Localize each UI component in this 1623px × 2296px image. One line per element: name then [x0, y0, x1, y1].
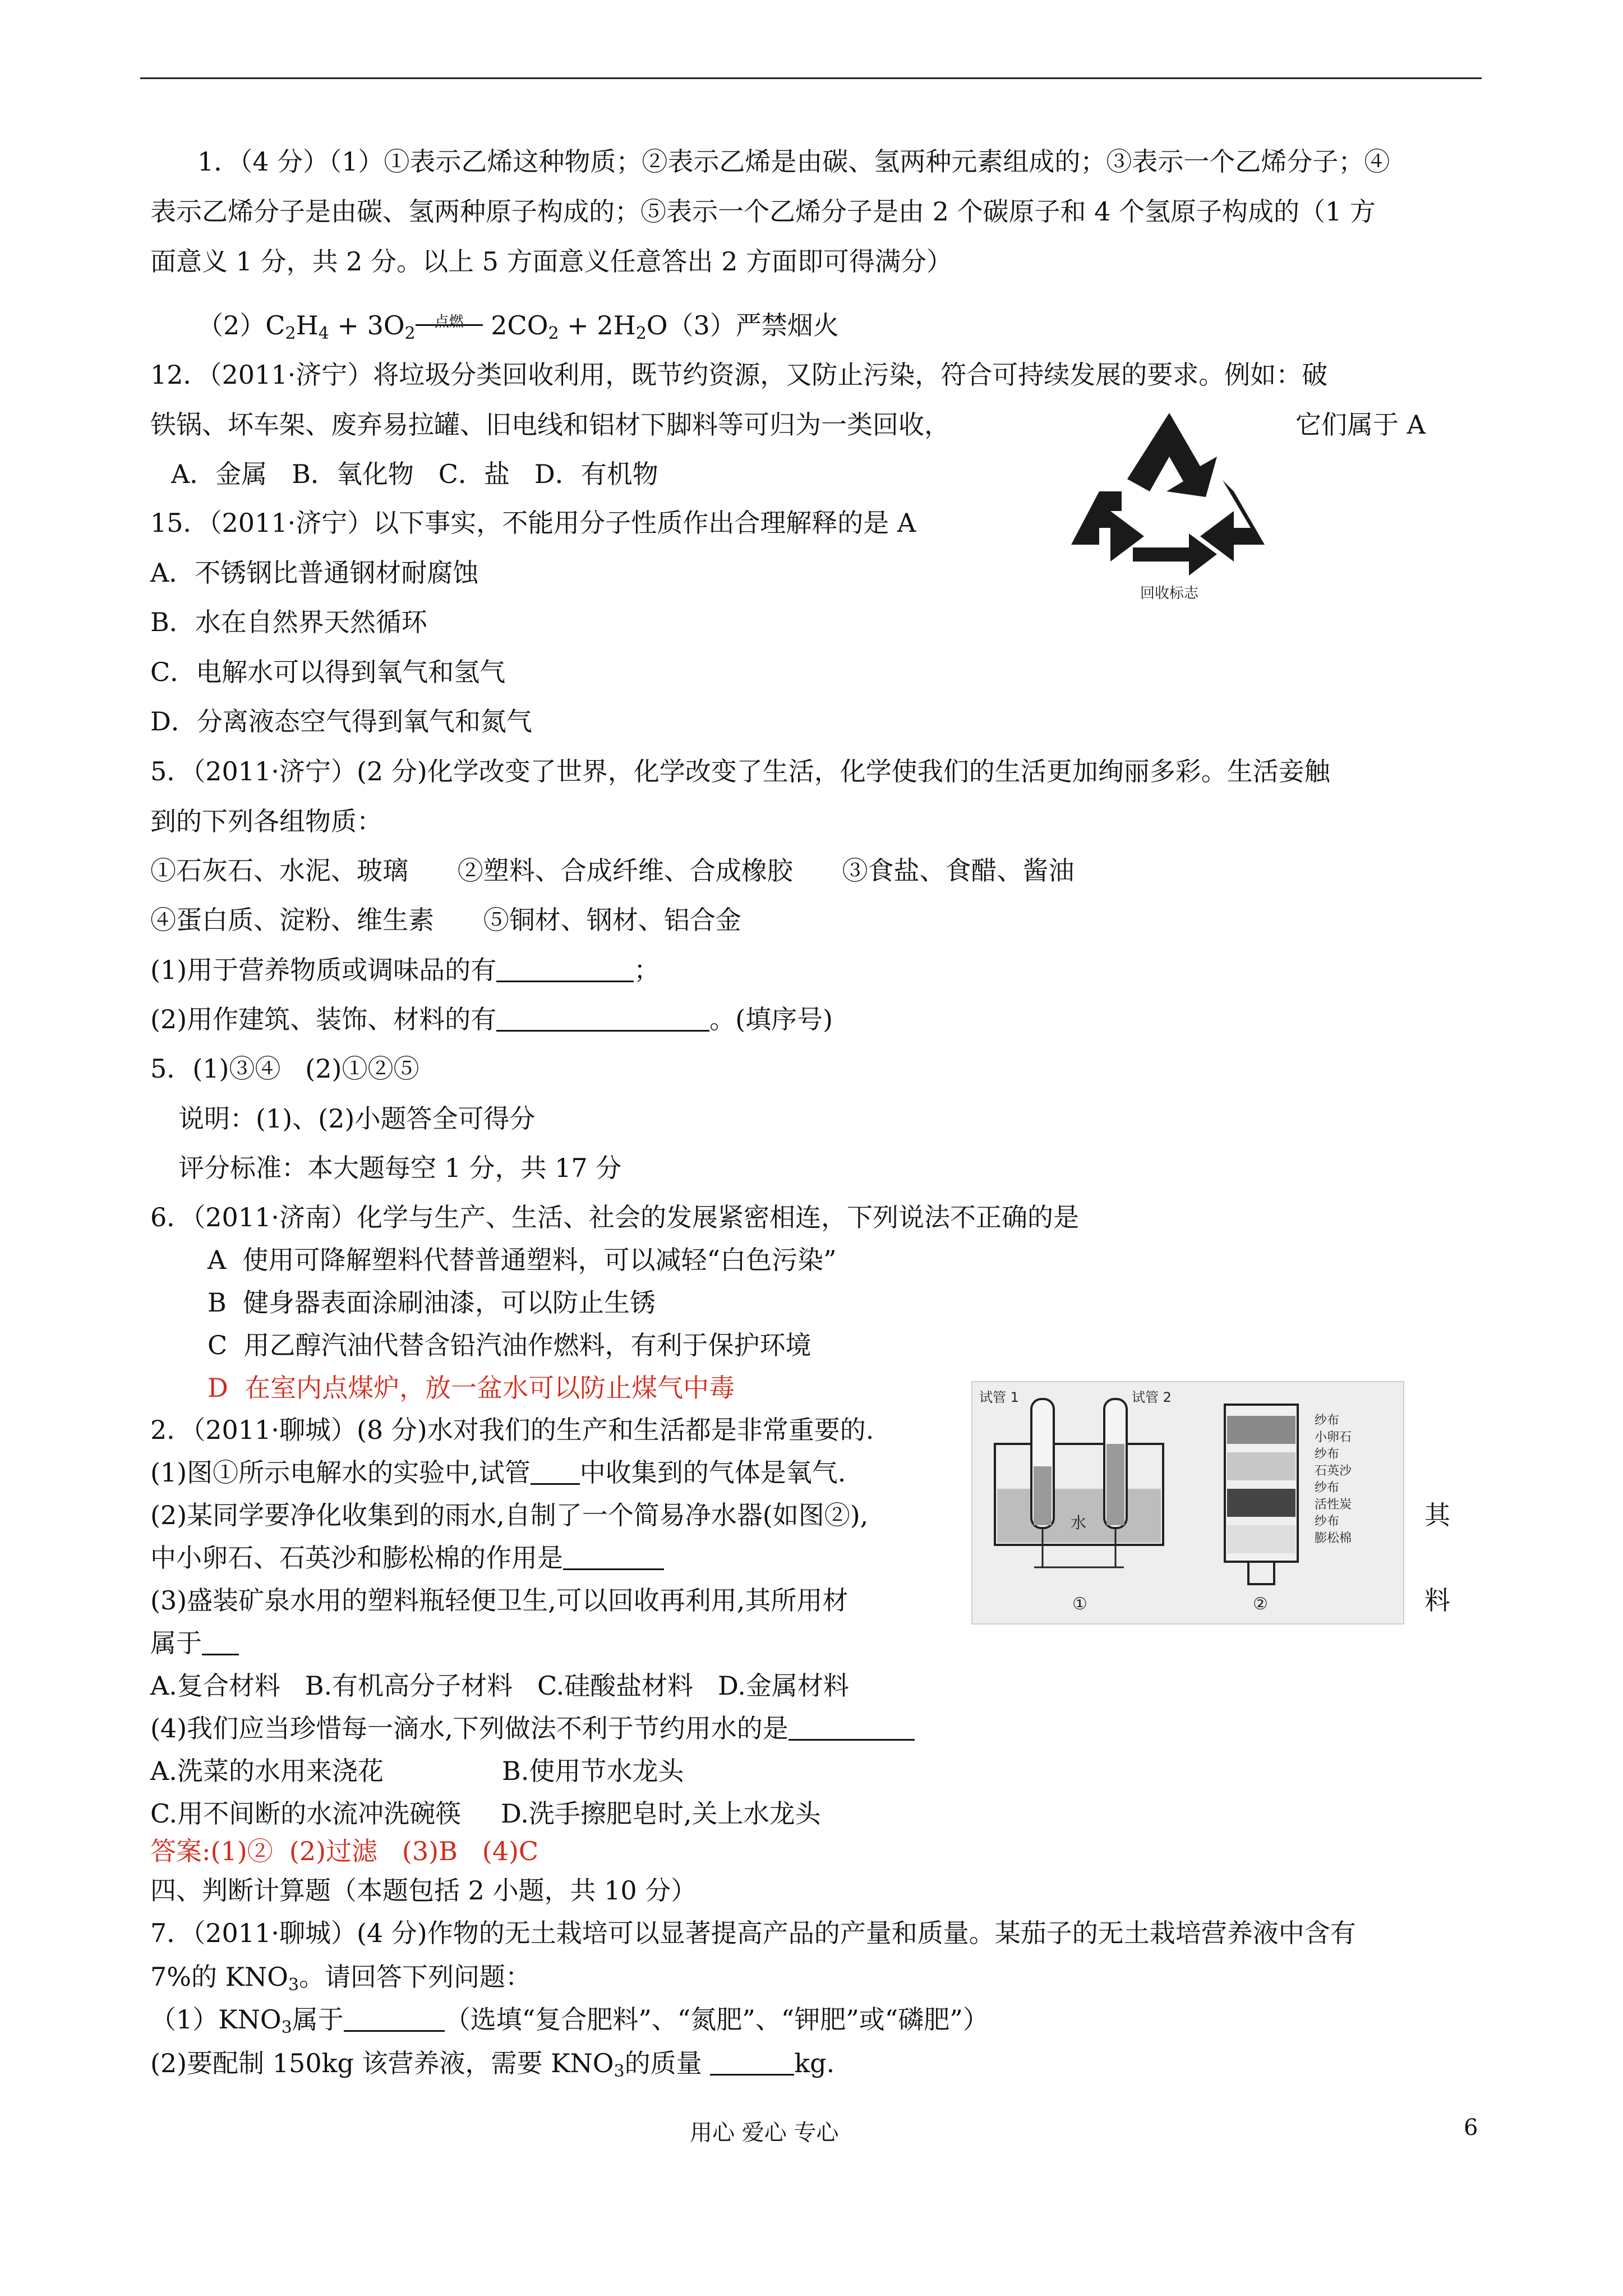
reaction-arrow: [416, 310, 483, 341]
q5-note: 说明：(1)、(2)小题答全可得分: [178, 1103, 536, 1134]
svg-text:膨松棉: 膨松棉: [1315, 1531, 1352, 1545]
q5-part-2: (2)用作建筑、装饰、材料的有 。(填序号): [150, 1004, 833, 1034]
svg-text:试管 1: 试管 1: [979, 1389, 1019, 1405]
q5-part-1: (1)用于营养物质或调味品的有 ；: [150, 955, 660, 985]
recycle-caption: 回收标志: [1140, 585, 1199, 602]
q15-option-a: A．不锈钢比普通钢材耐腐蚀: [150, 558, 479, 588]
q2-part-3-line-2: 属于: [150, 1627, 239, 1659]
q12-answer: 它们属于 A: [1295, 409, 1426, 440]
q15-stem: 15．（2011·济宁）以下事实，不能用分子性质作出合理解释的是 A: [150, 508, 916, 538]
q6-option-a: A 使用可降解塑料代替普通塑料，可以减轻“白色污染”: [208, 1245, 837, 1275]
q2-option-b: B.使用节水龙头: [502, 1756, 684, 1786]
q15-option-c: C．电解水可以得到氧气和氢气: [150, 657, 506, 687]
water-experiment-figure: [971, 1381, 1404, 1625]
q12-line-2: 铁锅、坏车架、废弃易拉罐、旧电线和铝材下脚料等可归为一类回收，: [150, 409, 950, 440]
q5-line-2: 到的下列各组物质：: [150, 806, 382, 836]
q6-stem: 6．（2011·济南）化学与生产、生活、社会的发展紧密相连，下列说法不正确的是: [150, 1202, 1079, 1232]
svg-text:纱布: 纱布: [1315, 1481, 1340, 1495]
q6-option-c: C 用乙醇汽油代替含铅汽油作燃料，有利于保护环境: [208, 1330, 811, 1360]
q5-line-1: 5．（2011·济宁）(2 分)化学改变了世界，化学改变了生活，化学使我们的生活更加绚丽多彩。生活妾触: [150, 756, 1330, 786]
q5-scoring: 评分标准：本大题每空 1 分，共 17 分: [178, 1153, 622, 1183]
svg-text:②: ②: [1253, 1594, 1268, 1614]
q6-option-d-answer: D 在室内点煤炉，放一盆水可以防止煤气中毒: [208, 1373, 735, 1403]
answer-blank[interactable]: [344, 2008, 445, 2032]
answer-blank[interactable]: [496, 1007, 709, 1032]
q1-line-2: 表示乙烯分子是由碳、氢两种原子构成的；⑤表示一个乙烯分子是由 2 个碳原子和 4 个氢原子构成的（1 方: [150, 196, 1376, 227]
q2-part-1: (1)图①所示电解水的实验中,试管 中收集到的气体是氧气.: [150, 1457, 846, 1488]
svg-text:纱布: 纱布: [1315, 1515, 1340, 1529]
answer-blank[interactable]: [202, 1631, 239, 1655]
q7-part-1: $(1)KNO_3$属于 （选填“复合肥料”、“氮肥”、“钾肥”或“磷肥”）: [150, 2004, 989, 2037]
q15-option-d: D．分离液态空气得到氧气和氮气: [150, 706, 532, 737]
q2-part-2-tail: 其: [1424, 1500, 1450, 1530]
q2-part-3-options: A.复合材料 B.有机高分子材料 C.硅酸盐材料 D.金属材料: [150, 1671, 849, 1701]
q2-part-2-line-2: 中小卵石、石英沙和膨松棉的作用是: [150, 1542, 664, 1573]
answer-blank[interactable]: [710, 2051, 794, 2076]
q7-line-1: 7．（2011·聊城）(4 分)作物的无土栽培可以显著提高产品的产量和质量。某茄子的无土栽培营养液中含有: [150, 1918, 1356, 1948]
svg-text:纱布: 纱布: [1315, 1414, 1340, 1428]
q15-option-b: B．水在自然界天然循环: [150, 607, 427, 637]
q2-part-4: (4)我们应当珍惜每一滴水,下列做法不利于节约用水的是: [150, 1713, 915, 1744]
q1-equation: $(2)C_2H_4 + 3O_2$ 点燃 $2CO_2 + 2H_2O(3)$严禁烟火: [197, 310, 839, 349]
svg-text:水: 水: [1071, 1513, 1087, 1532]
q12-options: A．金属 B．氧化物 C．盐 D．有机物: [171, 459, 658, 489]
section-heading: 四、判断计算题（本题包括 2 小题，共 10 分）: [150, 1875, 697, 1906]
q6-option-b: B 健身器表面涂刷油漆，可以防止生锈: [208, 1287, 656, 1318]
q2-part-3-tail: 料: [1424, 1585, 1450, 1616]
footer-motto: 用心 爱心 专心: [690, 2120, 839, 2146]
q2-option-c: C.用不间断的水流冲洗碗筷: [150, 1798, 462, 1829]
q2-answer: 答案:(1)② (2)过滤 (3)B (4)C: [150, 1836, 539, 1866]
q7-line-2: 7%的 $KNO_3$。请回答下列问题：: [150, 1962, 532, 1995]
answer-blank[interactable]: [496, 958, 634, 982]
q12-line-1: 12．（2011·济宁）将垃圾分类回收利用，既节约资源，又防止污染，符合可持续发展的要求。例如：破: [150, 360, 1328, 390]
svg-text:小卵石: 小卵石: [1315, 1430, 1352, 1444]
q1-line-3: 面意义 1 分，共 2 分。以上 5 方面意义任意答出 2 方面即可得满分）: [150, 246, 953, 277]
q2-option-a: A.洗菜的水用来浇花: [150, 1756, 384, 1786]
q5-answer: 5．(1)③④ (2)①②⑤: [150, 1053, 419, 1084]
svg-text:活性炭: 活性炭: [1315, 1498, 1352, 1512]
svg-text:石英沙: 石英沙: [1315, 1464, 1352, 1478]
answer-blank[interactable]: [563, 1546, 664, 1570]
q2-stem: 2．（2011·聊城）(8 分)水对我们的生产和生活都是非常重要的.: [150, 1415, 874, 1445]
q7-part-2: (2)要配制 150kg 该营养液，需要 $KNO_3$的质量 kg.: [150, 2048, 835, 2081]
reaction-condition: 点燃: [434, 314, 464, 330]
q2-option-d: D.洗手擦肥皂时,关上水龙头: [501, 1798, 821, 1829]
q5-line-3: ①石灰石、水泥、玻璃 ②塑料、合成纤维、合成橡胶 ③食盐、食醋、酱油: [150, 855, 1075, 886]
page-number: 6: [1464, 2115, 1478, 2141]
answer-blank[interactable]: [789, 1717, 915, 1741]
svg-text:纱布: 纱布: [1315, 1447, 1340, 1461]
q2-part-3: (3)盛装矿泉水用的塑料瓶轻便卫生,可以回收再利用,其所用材: [150, 1585, 849, 1616]
q1-line-1: 1．（4 分）（1）①表示乙烯这种物质；②表示乙烯是由碳、氢两种元素组成的；③表示一个乙烯分子；④: [197, 146, 1390, 177]
svg-text:①: ①: [1072, 1594, 1087, 1614]
recycle-logo: [1066, 407, 1273, 615]
header-rule: [140, 77, 1482, 79]
q2-part-2: (2)某同学要净化收集到的雨水,自制了一个简易净水器(如图②),: [150, 1500, 869, 1530]
answer-blank[interactable]: [531, 1461, 580, 1485]
svg-text:试管 2: 试管 2: [1132, 1389, 1172, 1405]
q5-line-4: ④蛋白质、淀粉、维生素 ⑤铜材、钢材、铝合金: [150, 905, 741, 935]
